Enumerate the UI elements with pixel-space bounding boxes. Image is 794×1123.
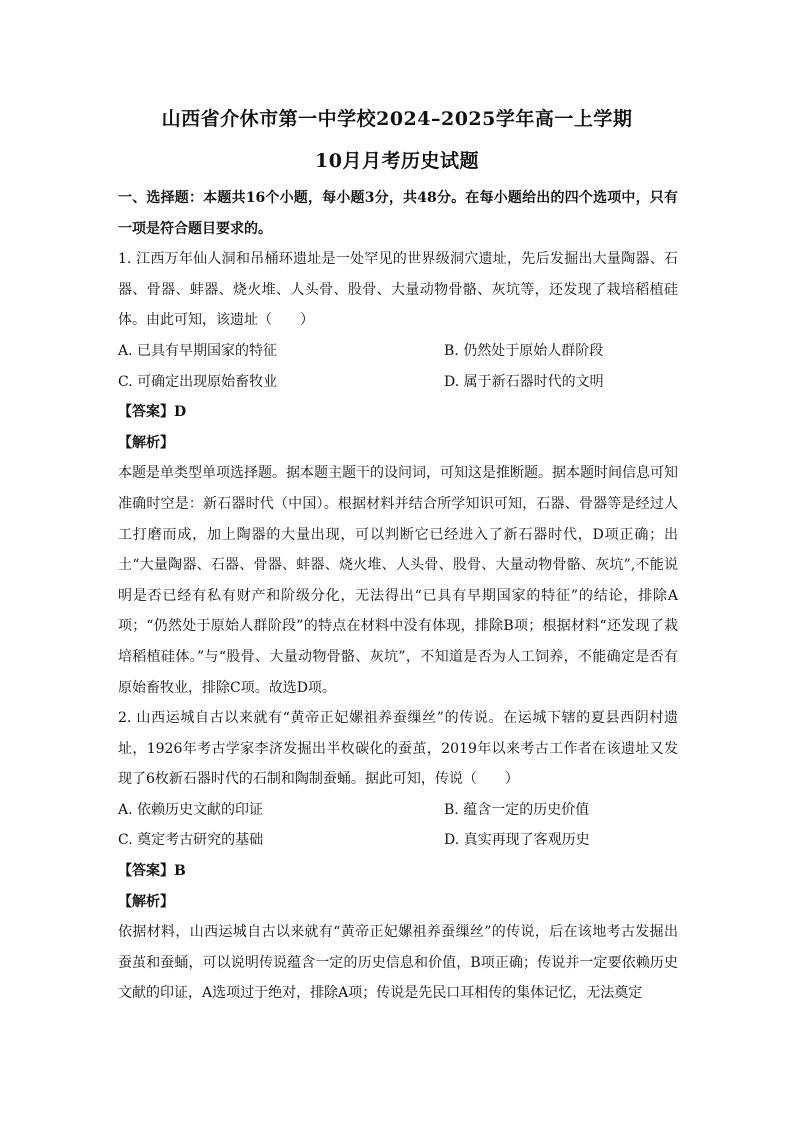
question-1-option-c: C. 可确定出现原始畜牧业 [118,373,278,390]
question-2-stem: 2. 山西运城自古以来就有“黄帝正妃嫘祖养蚕缫丝”的传说。在运城下辖的夏县西阴村遗址，1926年考古学家李济发掘出半枚碳化的蚕茧，2019年以来考古工作者在该遗址又发现了6枚新石器时代的石制和陶制蚕蛹。据此可知，传说（ ） [118,710,678,788]
question-1-answer: 【答案】D [118,404,187,421]
question-1-analysis-label: 【解析】 [118,434,174,451]
question-1-options-row-1 [118,336,678,367]
page-subtitle: 10月月考历史试题 [315,150,479,172]
question-2-answer: 【答案】B [118,863,186,880]
question-1-analysis: 本题是单类型单项选择题。据本题主题干的设问词，可知这是推断题。据本题时间信息可知准确时空是：新石器时代（中国）。根据材料并结合所学知识可知，石器、骨器等是经过人工打磨而成，加上陶器的大量出现，可以判断它已经进入了新石器时代，D项正确；出土“大量陶器、石器、骨器、蚌器、烧火堆、人头骨、股骨、大量动物骨骼、灰坑”,不能说明是否已经有私有财产和阶级分化，无法得出“已具有早期国家的特征”的结论，排除A项；“仍然处于原始人群阶段”的特点在材料中没有体现，排除B项；根据材料“还发现了栽培稻植硅体。”与“股骨、大量动物骨骼、灰坑”，不知道是否为人工饲养，不能确定是否有原始畜牧业，排除C项。故选D项。 [118,465,678,696]
question-2-option-b: B. 蕴含一定的历史价值 [444,801,590,818]
question-1-stem: 1. 江西万年仙人洞和吊桶环遗址是一处罕见的世界级洞穴遗址，先后发掘出大量陶器、石器、骨器、蚌器、烧火堆、人头骨、股骨、大量动物骨骼、灰坑等，还发现了栽培稻植硅体。由此可知，该遗址（ ） [118,251,678,329]
question-1-option-a: A. 已具有早期国家的特征 [118,342,278,359]
question-2-option-d: D. 真实再现了客观历史 [444,832,590,849]
section-heading: 一、选择题：本题共16个小题，每小题3分，共48分。在每小题给出的四个选项中，只有一项是符合题目要求的。 [118,190,678,237]
page-title: 山西省介休市第一中学校2024–2025学年高一上学期 [161,108,633,130]
question-2-option-a: A. 依赖历史文献的印证 [118,801,264,818]
question-1-option-d: D. 属于新石器时代的文明 [444,373,604,390]
question-1-option-b: B. 仍然处于原始人群阶段 [444,342,604,359]
question-2-options-row-2 [118,825,678,856]
question-2-options-row-1 [118,795,678,826]
question-2-option-c: C. 奠定考古研究的基础 [118,832,264,849]
question-2-analysis: 依据材料，山西运城自古以来就有“黄帝正妃嫘祖养蚕缫丝”的传说，后在该地考古发掘出蚕茧和蚕蛹，可以说明传说蕴含一定的历史信息和价值，B项正确；传说并一定要依赖历史文献的印证，A选项过于绝对，排除A项；传说是先民口耳相传的集体记忆，无法奠定 [118,924,678,1002]
question-1-options-row-2 [118,367,678,398]
question-2-analysis-label: 【解析】 [118,893,174,910]
document-body [118,183,678,1009]
